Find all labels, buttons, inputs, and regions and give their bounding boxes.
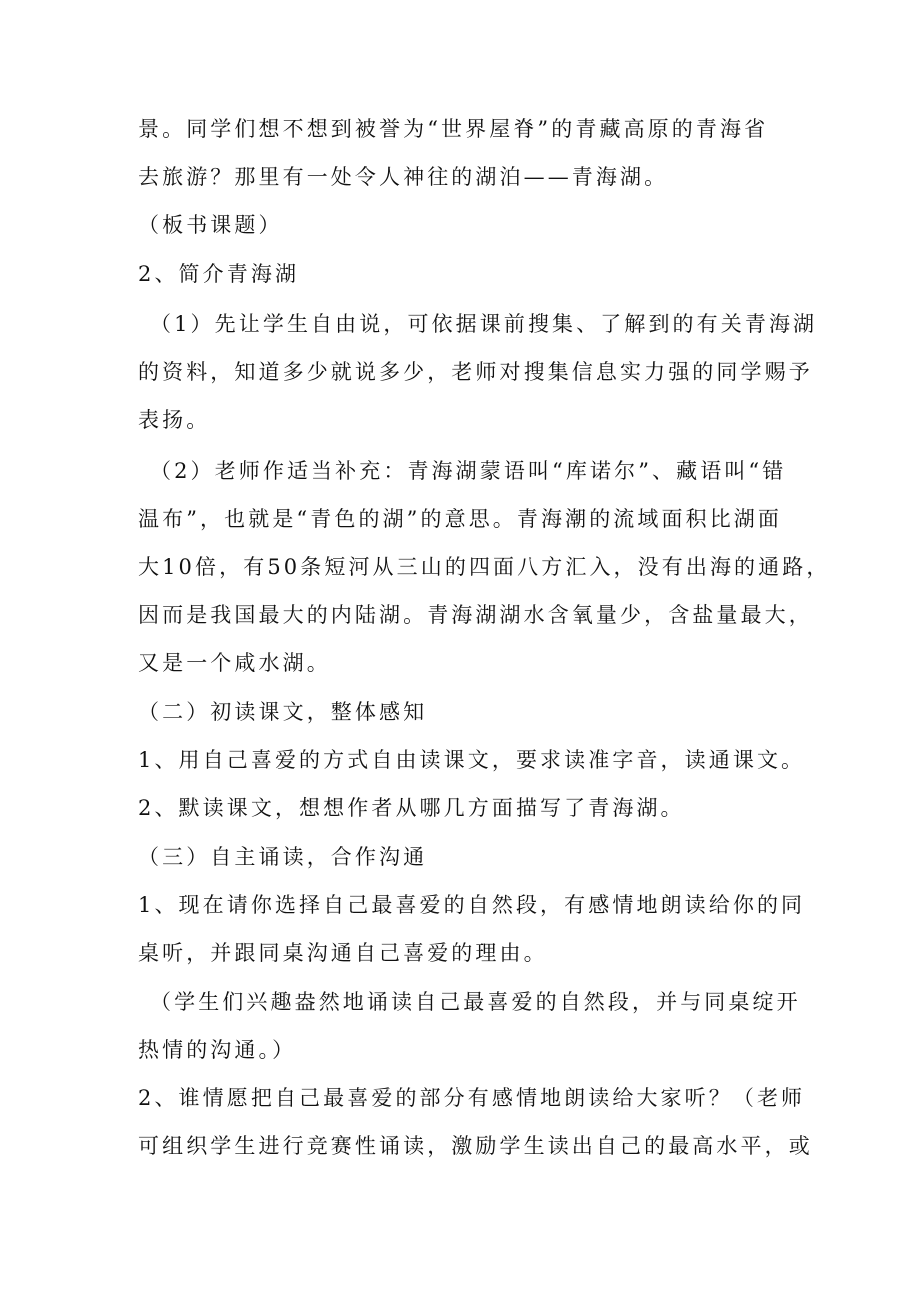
text-line: 1、用自己喜爱的方式自由读课文，要求读准字音，读通课文。 xyxy=(138,748,806,772)
text-line: （1）先让学生自由说，可依据课前搜集、了解到的有关青海湖 xyxy=(150,312,818,336)
text-line: （2）老师作适当补充：青海湖蒙语叫“库诺尔”、藏语叫“错 xyxy=(150,459,787,483)
text-line: 因而是我国最大的内陆湖。青海湖湖水含氧量少，含盐量最大， xyxy=(138,603,813,627)
text-line: 可组织学生进行竞赛性诵读，激励学生读出自己的最高水平，或 xyxy=(138,1134,813,1158)
text-line: 热情的沟通。） xyxy=(138,1038,297,1062)
text-line: （学生们兴趣盎然地诵读自己最喜爱的自然段，并与同桌绽开 xyxy=(150,990,801,1014)
text-line: 表扬。 xyxy=(138,408,211,432)
text-line: 2、默读课文，想想作者从哪几方面描写了青海湖。 xyxy=(138,796,685,820)
text-line: 大10倍，有50条短河从三山的四面八方汇入，没有出海的通路， xyxy=(138,555,831,579)
text-line: 的资料，知道多少就说多少，老师对搜集信息实力强的同学赐予 xyxy=(138,360,813,384)
section-heading: （三）自主诵读，合作沟通 xyxy=(138,845,428,869)
section-heading: （二）初读课文，整体感知 xyxy=(138,700,428,724)
text-line: 又是一个咸水湖。 xyxy=(138,651,331,675)
text-line: 2、谁情愿把自己最喜爱的部分有感情地朗读给大家听？（老师 xyxy=(138,1086,806,1110)
text-line: 1、现在请你选择自己最喜爱的自然段，有感情地朗读给你的同 xyxy=(138,893,806,917)
text-line: 景。同学们想不想到被誉为“世界屋脊”的青藏高原的青海省 xyxy=(138,117,769,141)
text-line: 去旅游？那里有一处令人神往的湖泊——青海湖。 xyxy=(138,165,669,189)
text-line: （板书课题） xyxy=(138,213,283,237)
text-line: 温布”，也就是“青色的湖”的意思。青海潮的流域面积比湖面 xyxy=(138,507,783,531)
text-line: 桌听，并跟同桌沟通自己喜爱的理由。 xyxy=(138,941,548,965)
section-heading: 2、简介青海湖 xyxy=(138,262,300,286)
